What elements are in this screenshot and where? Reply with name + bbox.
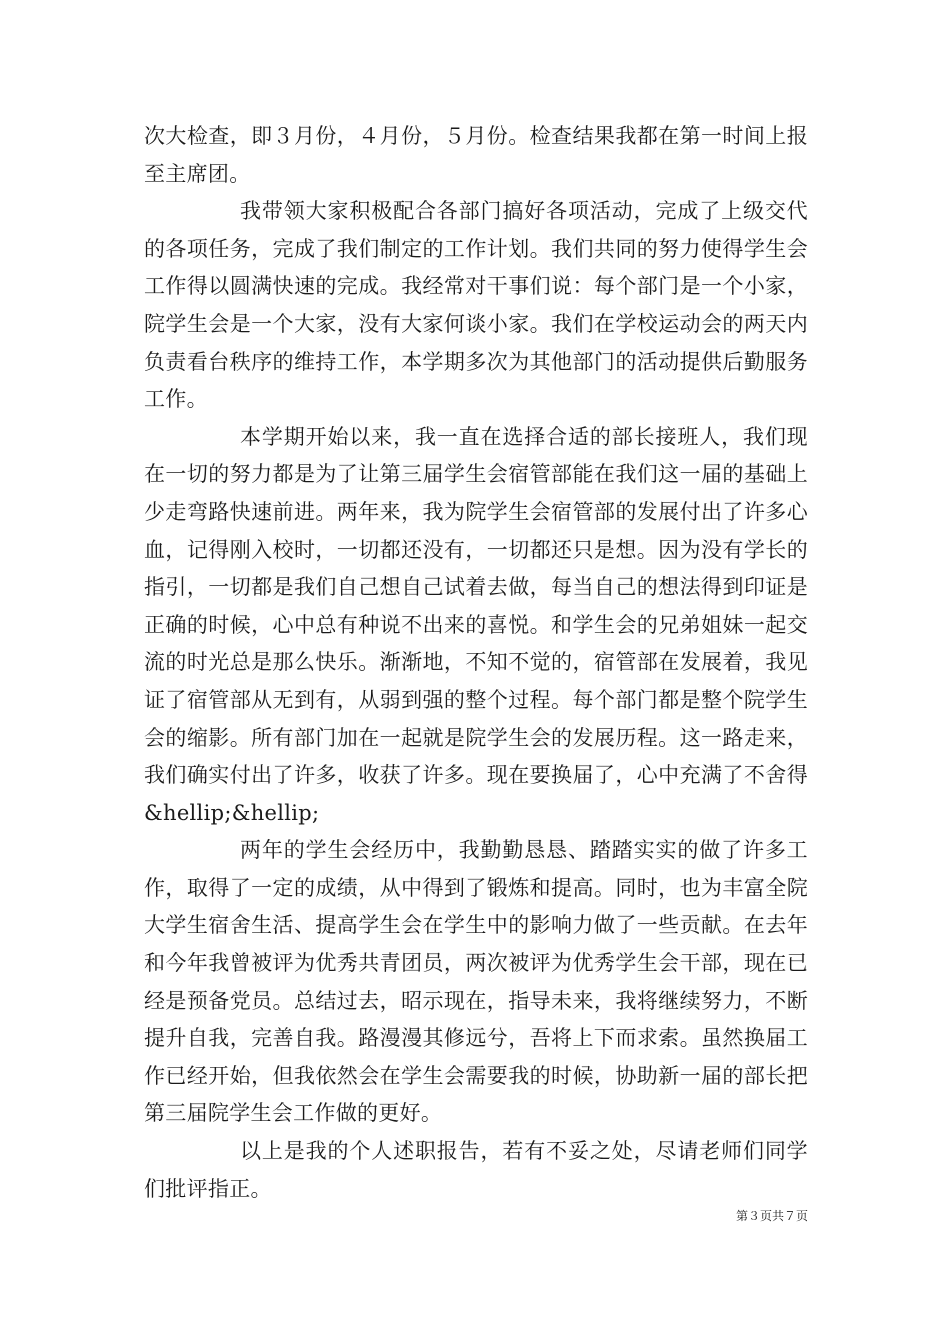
paragraph-5: 以上是我的个人述职报告，若有不妥之处，尽请老师们同学们批评指正。 (144, 1139, 808, 1201)
paragraph-1: 次大检查，即３月份，４月份，５月份。检查结果我都在第一时间上报至主席团。 (144, 124, 808, 186)
paragraph-4: 两年的学生会经历中，我勤勤恳恳、踏踏实实的做了许多工作，取得了一定的成绩，从中得到了锻炼和提高。同时，也为丰富全院大学生宿舍生活、提高学生会在学生中的影响力做了一些贡献。在去年和今年我曾被评为优秀共青团员，两次被评为优秀学生会干部，现在已经是预备党员。总结过去，昭示现在，指导未来，我将继续努力，不断提升自我，完善自我。路漫漫其修远兮，吾将上下而求索。虽然换届工作已经开始，但我依然会在学生会需要我的时候，协助新一届的部长把第三届院学生会工作做的更好。 (144, 838, 808, 1126)
paragraph-3: 本学期开始以来，我一直在选择合适的部长接班人，我们现在一切的努力都是为了让第三届学生会宿管部能在我们这一届的基础上少走弯路快速前进。两年来，我为院学生会宿管部的发展付出了许多心血，记得刚入校时，一切都还没有，一切都还只是想。因为没有学长的指引，一切都是我们自己想自己试着去做，每当自己的想法得到印证是正确的时候，心中总有种说不出来的喜悦。和学生会的兄弟姐妹一起交流的时光总是那么快乐。渐渐地，不知不觉的，宿管部在发展着，我见证了宿管部从无到有，从弱到强的整个过程。每个部门都是整个院学生会的缩影。所有部门加在一起就是院学生会的发展历程。这一路走来，我们确实付出了许多，收获了许多。现在要换届了，心中充满了不舍得&hellip;&hellip; (144, 424, 808, 825)
paragraph-2: 我带领大家积极配合各部门搞好各项活动，完成了上级交代的各项任务，完成了我们制定的工作计划。我们共同的努力使得学生会工作得以圆满快速的完成。我经常对干事们说：每个部门是一个小家，院学生会是一个大家，没有大家何谈小家。我们在学校运动会的两天内负责看台秩序的维持工作，本学期多次为其他部门的活动提供后勤服务工作。 (144, 199, 808, 412)
document-body (144, 118, 808, 1208)
page-number-footer: 第３页共７页 (735, 1209, 808, 1223)
